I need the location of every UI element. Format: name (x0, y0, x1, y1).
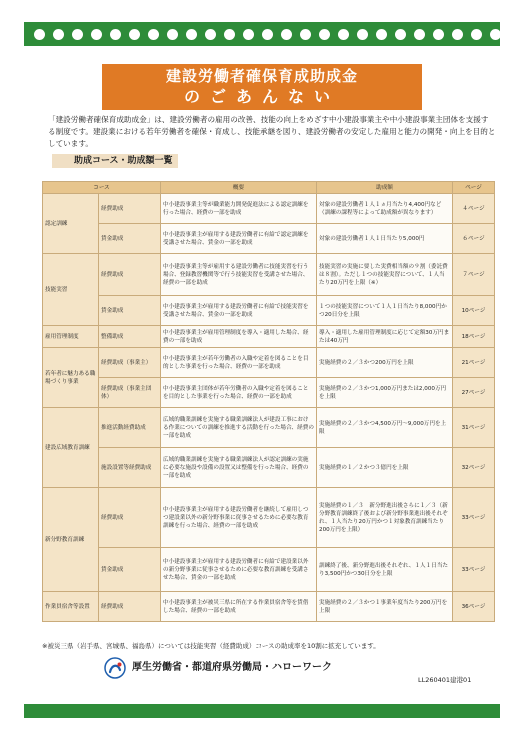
course-page: ４ページ (453, 194, 495, 224)
course-summary: 中小建設事業主が雇用管理制度を導入・適用した場合、経費の一部を助成 (161, 326, 317, 348)
footnote: ※被災三県（岩手県、宮城県、福島県）については技能実習（経費助成）コースの助成率を10割に拡充しています。 (42, 642, 380, 650)
band-dot (186, 29, 197, 40)
sub-course: 経費助成 (99, 254, 161, 296)
sub-course: 経費助成 (99, 592, 161, 622)
header-amount: 助成額 (317, 182, 453, 194)
course-amount: 実施経費の２／３かつ1,000万円または2,000万円を上限 (317, 378, 453, 408)
course-amount: 実施経費の２／３かつ１事業年度当たり200万円を上限 (317, 592, 453, 622)
intro-paragraph: 「建設労働者確保育成助成金」は、建設労働者の雇用の改善、技能の向上をめざす中小建設事業主や中小建設事業主団体を支援する制度です。建設業における若年労働者を確保・育成し、技能承継を図り、建設労働者の安定した雇用と能力の開発・向上を目的としています。 (48, 115, 496, 148)
band-dot (300, 29, 311, 40)
course-amount: 実施経費の２／３かつ200万円を上限 (317, 348, 453, 378)
band-dot (281, 29, 292, 40)
course-summary: 中小建設事業主が被災三県に所在する作業員宿舎等を賃借した場合、経費の一部を助成 (161, 592, 317, 622)
course-summary: 中小建設事業主が若年労働者の入職や定着を図ることを目的とした事業を行った場合、経費の一部を助成 (161, 348, 317, 378)
section-title: 助成コース・助成額一覧 (52, 154, 178, 168)
course-amount: 実施経費の２／３かつ4,500万円～9,000万円を上限 (317, 408, 453, 448)
band-dot (53, 29, 64, 40)
course-amount: 訓練終了後、新分野進出後それぞれ、１人１日当たり3,500円かつ30日分を上限 (317, 548, 453, 592)
table-row (43, 592, 495, 622)
band-dot (490, 29, 500, 40)
course-name: 雇用管理制度 (43, 326, 99, 348)
table-row (43, 326, 495, 348)
table-row (43, 224, 495, 254)
page-title: 建設労働者確保育成助成金 (165, 67, 358, 85)
table-row (43, 296, 495, 326)
course-amount: １つの技能実習について１人１日当たり8,000円かつ20日分を上限 (317, 296, 453, 326)
table-row (43, 448, 495, 488)
sub-course: 賃金助成 (99, 296, 161, 326)
course-summary: 中小建設事業主団体が若年労働者の入職や定着を図ることを目的とした事業を行った場合、経費の一部を助成 (161, 378, 317, 408)
band-dot (34, 29, 45, 40)
course-name: 若年者に魅力ある職場づくり事業 (43, 348, 99, 408)
course-amount: 対象の建設労働者１人１ヵ月当たり4,400円など（訓練の課程等によって助成額が異なります） (317, 194, 453, 224)
band-dot (91, 29, 102, 40)
sub-course: 推進活動経費助成 (99, 408, 161, 448)
course-name: 技能実習 (43, 254, 99, 326)
band-dot (224, 29, 235, 40)
table-row (43, 254, 495, 296)
course-summary: 中小建設事業主等が職業能力開発促進法による認定訓練を行った場合、経費の一部を助成 (161, 194, 317, 224)
course-summary: 中小建設事業主が雇用する建設労働者を継続して雇用しつつ建設業以外の新分野事業に従事させるために必要な教育訓練を行った場合、経費の一部を助成 (161, 488, 317, 548)
course-amount: 実施経費の１／２かつ３億円を上限 (317, 448, 453, 488)
title-banner (102, 64, 422, 110)
course-page: 21ページ (453, 348, 495, 378)
bottom-green-band (24, 704, 500, 718)
course-page: ７ページ (453, 254, 495, 296)
sub-course: 経費助成（事業主） (99, 348, 161, 378)
course-summary: 中小建設事業主が雇用する建設労働者に有給で技能実習を受講させた場合、賃金の一部を助成 (161, 296, 317, 326)
course-page: 36ページ (453, 592, 495, 622)
sub-course: 賃金助成 (99, 224, 161, 254)
table-row (43, 194, 495, 224)
band-dot (414, 29, 425, 40)
header-summary: 概要 (161, 182, 317, 194)
sub-course: 経費助成 (99, 194, 161, 224)
course-amount: 実施経費の１／３ 新分野進出後さらに１／３（新分野教育訓練終了後および新分野事業進出後それぞれ、１人当たり20万円かつ１対象教育訓練当たり200万円を上限） (317, 488, 453, 548)
band-dot (167, 29, 178, 40)
course-page: 10ページ (453, 296, 495, 326)
course-page: 18ページ (453, 326, 495, 348)
band-dot (72, 29, 83, 40)
band-dot (205, 29, 216, 40)
band-dot (338, 29, 349, 40)
band-dot (471, 29, 482, 40)
table-header-row (43, 182, 495, 194)
top-green-band (24, 22, 500, 46)
sub-course: 施設設置等経費助成 (99, 448, 161, 488)
course-summary: 広域的職業訓練を実施する職業訓練法人が認定訓練の実施に必要な施設や設備の設置又は整備を行った場合、経費の一部を助成 (161, 448, 317, 488)
band-dot (433, 29, 444, 40)
band-dot (262, 29, 273, 40)
header-page: ページ (453, 182, 495, 194)
sub-course: 賃金助成 (99, 548, 161, 592)
band-dot (376, 29, 387, 40)
table-row (43, 488, 495, 548)
course-amount: 導入・適用した雇用管理制度に応じて定額30万円または40万円 (317, 326, 453, 348)
course-name: 建設広域教育訓練 (43, 408, 99, 488)
organization-name: 厚生労働省・都道府県労働局・ハローワーク (132, 662, 332, 673)
sub-course: 経費助成（事業主団体） (99, 378, 161, 408)
band-dot (395, 29, 406, 40)
band-dot (129, 29, 140, 40)
table-row (43, 548, 495, 592)
course-page: 33ページ (453, 488, 495, 548)
course-page: ６ページ (453, 224, 495, 254)
document-code: LL260401建港01 (418, 676, 472, 684)
band-dot (319, 29, 330, 40)
course-name: 認定訓練 (43, 194, 99, 254)
course-name: 新分野教育訓練 (43, 488, 99, 592)
course-page: 33ページ (453, 548, 495, 592)
sub-course: 整備助成 (99, 326, 161, 348)
sub-course: 経費助成 (99, 488, 161, 548)
band-dot (148, 29, 159, 40)
course-summary: 中小建設事業主等が雇用する建設労働者に技能実習を行う場合、登録教習機関等で行う技能実習を受講させた場合、経費の一部を助成 (161, 254, 317, 296)
table-row (43, 408, 495, 448)
course-name: 作業員宿舎等設置 (43, 592, 99, 622)
course-summary: 中小建設事業主が雇用する建設労働者に有給で認定訓練を受講させた場合、賃金の一部を助成 (161, 224, 317, 254)
band-dot (452, 29, 463, 40)
course-table (42, 181, 495, 622)
band-dot (243, 29, 254, 40)
course-summary: 中小建設事業主が雇用する建設労働者に有給で建設業以外の新分野事業に従事させるために必要な教育訓練を受講させた場合、賃金の一部を助成 (161, 548, 317, 592)
table-row (43, 378, 495, 408)
band-dot (110, 29, 121, 40)
page-subtitle: のごあんない (183, 87, 340, 106)
band-dot (357, 29, 368, 40)
header-course: コース (43, 182, 161, 194)
course-amount: 技能実習の実施に要した実費相当額の９割（委託費は８割）。ただし１つの技能実習について、１人当たり20万円を上限（※） (317, 254, 453, 296)
course-summary: 広域的職業訓練を実施する職業訓練法人が建設工事における作業についての訓練を推進する活動を行った場合、経費の一部を助成 (161, 408, 317, 448)
course-page: 32ページ (453, 448, 495, 488)
course-page: 31ページ (453, 408, 495, 448)
course-amount: 対象の建設労働者１人１日当たり5,000円 (317, 224, 453, 254)
mhlw-logo-icon (104, 657, 126, 679)
course-page: 27ページ (453, 378, 495, 408)
table-row (43, 348, 495, 378)
